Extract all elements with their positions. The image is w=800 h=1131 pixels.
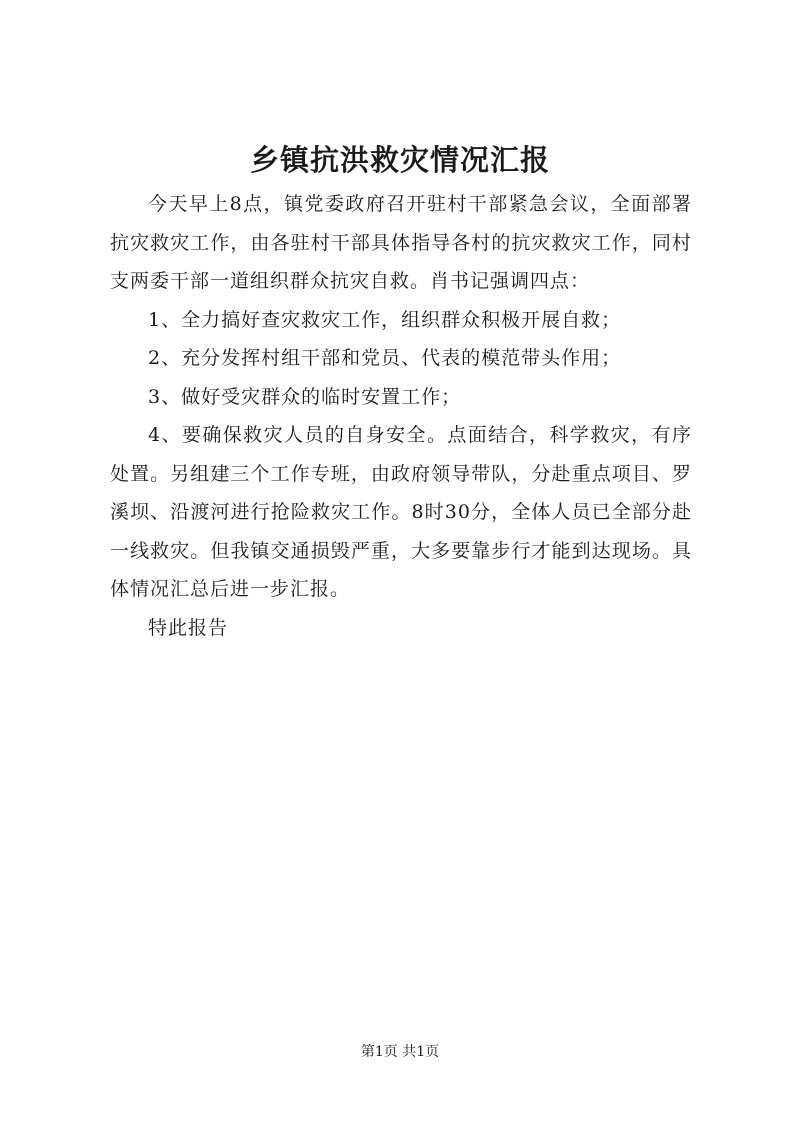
paragraph-point-4: 4、要确保救灾人员的自身安全。点面结合，科学救灾，有序处置。另组建三个工作专班，由政府领导带队，分赴重点项目、罗溪坝、沿渡河进行抢险救灾工作。8时30分，全体人员已全部分赴一线救灾。但我镇交通损毁严重，大多要靠步行才能到达现场。具体情况汇总后进一步汇报。 <box>110 424 692 600</box>
paragraph-closing: 特此报告 <box>148 616 229 639</box>
paragraph-point-1: 1、全力搞好查灾救灾工作，组织群众积极开展自救； <box>148 308 622 331</box>
paragraph-point-3: 3、做好受灾群众的临时安置工作； <box>148 385 462 408</box>
document-body <box>110 185 692 647</box>
paragraph-intro: 今天早上8点，镇党委政府召开驻村干部紧急会议，全面部署抗灾救灾工作，由各驻村干部具体指导各村的抗灾救灾工作，同村支两委干部一道组织群众抗灾自救。肖书记强调四点： <box>110 193 692 292</box>
document-title: 乡镇抗洪救灾情况汇报 <box>249 143 550 177</box>
page-number-footer: 第1页 共1页 <box>360 1044 440 1060</box>
paragraph-point-2: 2、充分发挥村组干部和党员、代表的模范带头作用； <box>148 347 622 369</box>
